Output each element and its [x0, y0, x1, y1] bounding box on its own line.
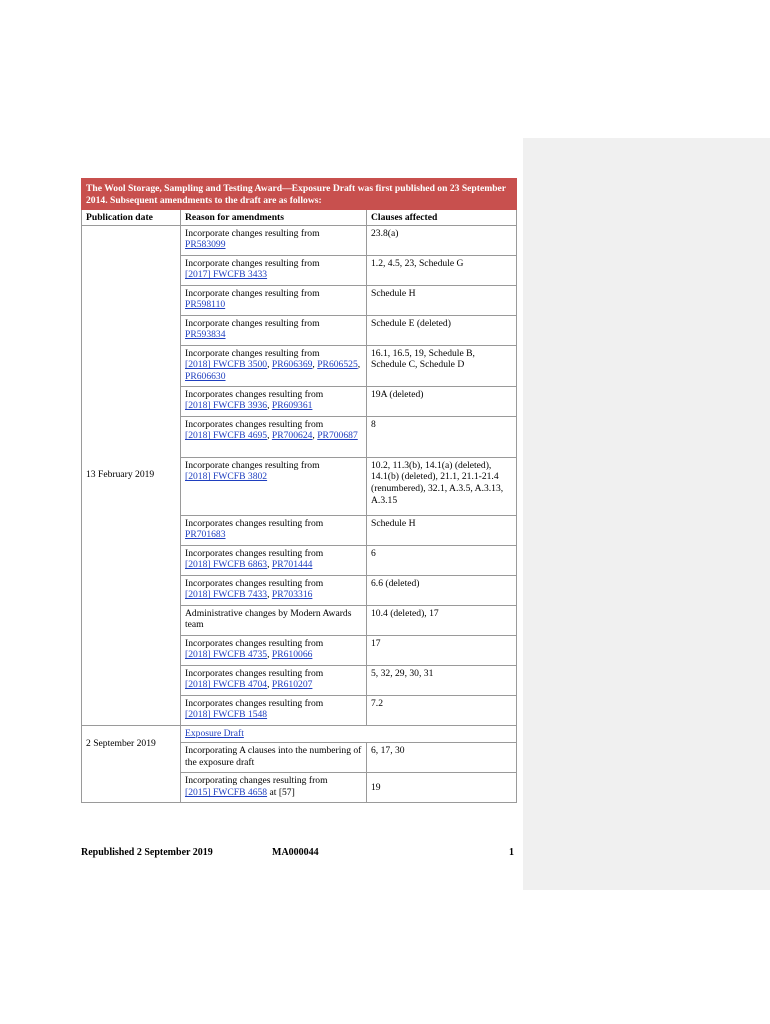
link-separator: ,: [267, 400, 272, 412]
decision-link[interactable]: [2018] FWCFB 1548: [185, 709, 268, 721]
clauses-cell: 5, 32, 29, 30, 31: [367, 665, 517, 695]
decision-link[interactable]: PR609361: [271, 400, 313, 412]
reason-text: Incorporate changes resulting from: [185, 257, 320, 269]
decision-link[interactable]: PR583099: [185, 239, 226, 251]
table-banner: The Wool Storage, Sampling and Testing Award—Exposure Draft was first published on 23 September 2014. Subsequent amendments to the draft are as follows:: [82, 179, 517, 210]
decision-link[interactable]: PR703316: [271, 589, 313, 601]
reason-cell: [181, 635, 367, 665]
reason-cell: [181, 695, 367, 725]
table-row: [82, 225, 517, 255]
publication-date-cell: [82, 725, 181, 803]
clauses-cell: 6.6 (deleted): [367, 575, 517, 605]
decision-link[interactable]: [2018] FWCFB 3500: [185, 359, 268, 371]
reason-text: Incorporate changes resulting from: [185, 317, 320, 329]
link-separator: ,: [312, 430, 318, 442]
reason-cell: [181, 255, 367, 285]
footer-republished: Republished 2 September 2019: [81, 847, 213, 858]
link-separator: ,: [267, 430, 272, 442]
reason-text: Incorporate changes resulting from: [185, 227, 320, 239]
publication-date-text: 2 September 2019: [86, 737, 156, 749]
link-separator: ,: [267, 679, 272, 691]
clauses-cell: 6, 17, 30: [367, 743, 517, 773]
decision-link[interactable]: PR593834: [185, 329, 226, 341]
exposure-draft-cell: [181, 725, 367, 743]
link-separator: ,: [357, 359, 361, 371]
reason-text: Incorporates changes resulting from: [185, 388, 324, 400]
clauses-cell: Schedule E (deleted): [367, 315, 517, 345]
link-separator: ,: [267, 649, 272, 661]
comment-pane: [523, 138, 770, 890]
clauses-cell: 17: [367, 635, 517, 665]
decision-link[interactable]: PR606369: [271, 359, 313, 371]
clauses-cell: 8: [367, 416, 517, 457]
reason-text: Incorporating changes resulting from: [185, 775, 328, 787]
table-row: [82, 725, 517, 743]
clauses-cell: 16.1, 16.5, 19, Schedule B, Schedule C, Schedule D: [367, 345, 517, 386]
reason-cell: [181, 285, 367, 315]
reason-cell: [181, 515, 367, 545]
decision-link[interactable]: PR598110: [185, 299, 226, 311]
reason-cell: [181, 416, 367, 457]
reason-cell: [181, 665, 367, 695]
reason-cell: [181, 545, 367, 575]
table-banner-row: [82, 179, 517, 210]
decision-link[interactable]: [2015] FWCFB 4658: [185, 786, 268, 798]
reason-text: Incorporates changes resulting from: [185, 577, 324, 589]
blank-cell: [367, 725, 517, 743]
decision-link[interactable]: PR701683: [185, 529, 226, 541]
clauses-cell: 19: [367, 773, 517, 803]
decision-link[interactable]: PR606630: [185, 370, 226, 382]
clauses-cell: 23.8(a): [367, 225, 517, 255]
reason-text: Incorporates changes resulting from: [185, 697, 324, 709]
header-publication-date: Publication date: [82, 210, 181, 226]
footer-award-code: MA000044: [272, 847, 319, 858]
clauses-cell: Schedule H: [367, 515, 517, 545]
decision-link[interactable]: PR606525: [317, 359, 358, 371]
decision-link[interactable]: [2018] FWCFB 3802: [185, 471, 268, 483]
reason-cell: [181, 773, 367, 803]
reason-cell: [181, 225, 367, 255]
clauses-cell: 7.2: [367, 695, 517, 725]
reason-cell: [181, 386, 367, 416]
reason-cell: [181, 457, 367, 515]
decision-link[interactable]: [2018] FWCFB 4695: [185, 430, 268, 442]
reason-text: Administrative changes by Modern Awards team: [185, 607, 352, 631]
reason-cell: [181, 605, 367, 635]
reason-suffix: at [57]: [267, 786, 295, 798]
clauses-cell: Schedule H: [367, 285, 517, 315]
table-header-row: [82, 210, 517, 226]
reason-text: Incorporates changes resulting from: [185, 547, 324, 559]
decision-link[interactable]: [2018] FWCFB 4735: [185, 649, 268, 661]
link-separator: ,: [267, 559, 272, 571]
reason-cell: Incorporating A clauses into the numbering of the exposure draft: [181, 743, 367, 773]
clauses-cell: 19A (deleted): [367, 386, 517, 416]
publication-date-cell: 13 February 2019: [82, 225, 181, 725]
link-separator: ,: [312, 359, 318, 371]
reason-text: Incorporate changes resulting from: [185, 287, 320, 299]
reason-text: Incorporate changes resulting from: [185, 347, 320, 359]
reason-cell: [181, 345, 367, 386]
reason-text: Incorporates changes resulting from: [185, 418, 324, 430]
decision-link[interactable]: PR610066: [271, 649, 313, 661]
decision-link[interactable]: PR700624: [271, 430, 313, 442]
decision-link[interactable]: PR701444: [271, 559, 313, 571]
amendments-table: [81, 178, 517, 803]
clauses-cell: 10.2, 11.3(b), 14.1(a) (deleted), 14.1(b) (deleted), 21.1, 21.1-21.4 (renumbered), 32.1, A.3.5, A.3.13, A.3.15: [367, 457, 517, 515]
reason-text: Incorporate changes resulting from: [185, 459, 320, 471]
clauses-cell: 1.2, 4.5, 23, Schedule G: [367, 255, 517, 285]
decision-link[interactable]: PR610207: [271, 679, 313, 691]
decision-link[interactable]: [2018] FWCFB 4704: [185, 679, 268, 691]
header-reason: Reason for amendments: [181, 210, 367, 226]
reason-cell: [181, 575, 367, 605]
decision-link[interactable]: [2018] FWCFB 3936: [185, 400, 268, 412]
reason-text: Incorporates changes resulting from: [185, 517, 324, 529]
reason-cell: [181, 315, 367, 345]
clauses-cell: 6: [367, 545, 517, 575]
link-separator: ,: [267, 589, 272, 601]
link-separator: ,: [267, 359, 272, 371]
footer-page-number: 1: [509, 847, 514, 858]
header-clauses: Clauses affected: [367, 210, 517, 226]
reason-text: Incorporates changes resulting from: [185, 667, 324, 679]
decision-link[interactable]: [2018] FWCFB 6863: [185, 559, 268, 571]
reason-text: Incorporates changes resulting from: [185, 637, 324, 649]
clauses-cell: 10.4 (deleted), 17: [367, 605, 517, 635]
decision-link[interactable]: [2018] FWCFB 7433: [185, 589, 268, 601]
decision-link[interactable]: PR700687: [317, 430, 358, 442]
exposure-draft-link[interactable]: Exposure Draft: [185, 727, 244, 739]
decision-link[interactable]: [2017] FWCFB 3433: [185, 269, 268, 281]
